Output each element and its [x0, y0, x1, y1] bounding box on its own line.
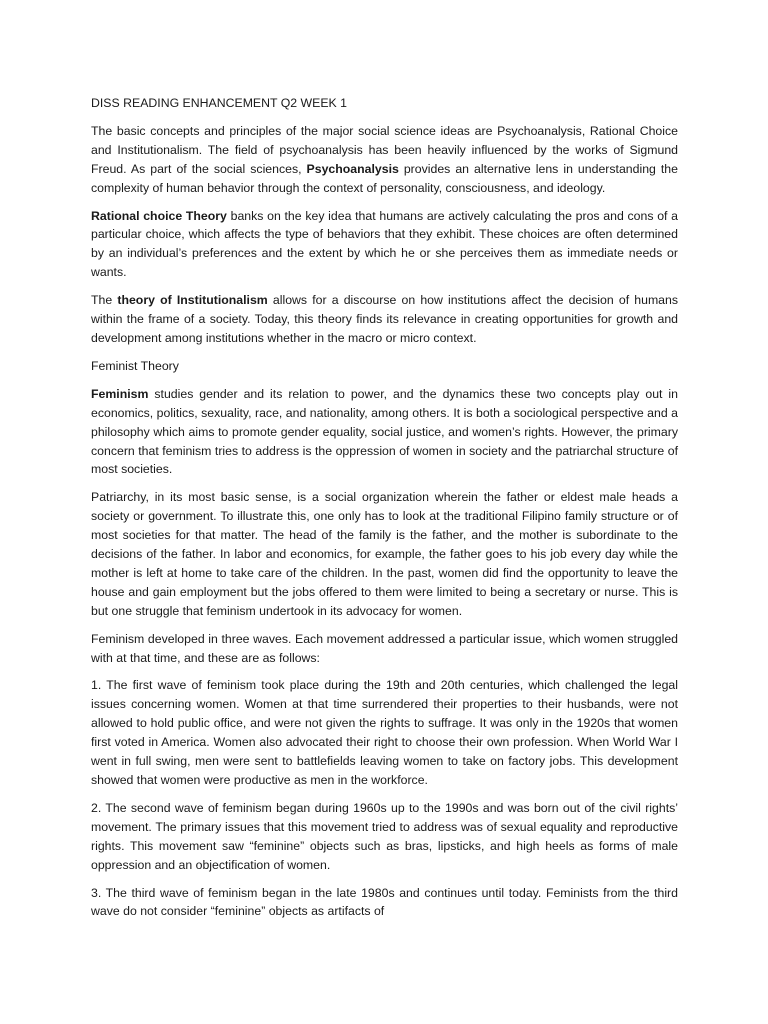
text-span: banks on the key idea that humans are actively calculating the pros and cons of a particular choice, which affects the type of behaviors that they exhibit. These choices are often determined by an individual’s preferences and the extent by which he or she perceives them as immediate needs or wants.: [91, 208, 679, 280]
document-title: DISS READING ENHANCEMENT Q2 WEEK 1: [91, 96, 348, 110]
term-psychoanalysis: Psychoanalysis: [306, 161, 399, 176]
text-span: allows for a discourse on how institutions affect the decision of humans within the frame of a society. Today, this theory finds its relevance in creating opportunities for growth and development among institutions whether in the macro or micro context.: [91, 293, 679, 345]
text-span: The basic concepts and principles of the major social science ideas are Psychoanalysis, Rational Choice and Institutionalism. The field of psychoanalysis has been heavily influenced by the works of Sigmund Freud. As part of the social sciences,: [91, 123, 678, 176]
paragraph-patriarchy: Patriarchy, in its most basic sense, is a social organization wherein the father or eldest male heads a society or government. To illustrate this, one only has to look at the traditional Filipino family structure or of most societies for that matter. The head of the family is the father, and the mother is subordinate to the decisions of the father. In labor and economics, for example, the father goes to his job every day while the mother is left at home to take care of the children. In the past, women did find the opportunity to leave the house and gain employment but the jobs offered to them were limited to being a secretary or nurse. This is but one struggle that feminism undertook in its advocacy for women.: [91, 490, 678, 618]
paragraph-intro: [91, 122, 678, 198]
text-span: The: [91, 293, 118, 308]
paragraph-first-wave: 1. The first wave of feminism took place during the 19th and 20th centuries, which challenged the legal issues concerning women. Women at that time surrendered their properties to their husbands, were not allowed to hold public office, and were not given the rights to suffrage. It was only in the 1920s that women first voted in America. Women also advocated their right to choose their own profession. When World War I went in full swing, men were sent to battlefields leaving women to take on factory jobs. This development showed that women were productive as men in the workforce.: [91, 678, 678, 787]
paragraph-institutionalism: [91, 291, 678, 348]
paragraph-three-waves: Feminism developed in three waves. Each movement addressed a particular issue, which women struggled with at that time, and these are as follows:: [91, 631, 678, 665]
term-institutionalism: theory of Institutionalism: [117, 293, 268, 308]
paragraph-feminism: [91, 385, 678, 480]
term-feminism: Feminism: [91, 386, 149, 401]
paragraph-rational-choice: [91, 207, 678, 283]
term-rational-choice: Rational choice Theory: [91, 208, 227, 223]
section-heading-feminist-theory: Feminist Theory: [91, 358, 179, 373]
paragraph-third-wave: 3. The third wave of feminism began in the late 1980s and continues until today. Feminists from the third wave do not consider “feminine” objects as artifacts of: [91, 885, 678, 919]
paragraph-second-wave: 2. The second wave of feminism began during 1960s up to the 1990s and was born out of the civil rights’ movement. The primary issues that this movement tried to address was of sexual equality and reproductive rights. This movement saw “feminine” objects such as bras, lipsticks, and high heels as forms of male oppression and an objectification of women.: [91, 800, 678, 872]
text-span: studies gender and its relation to power, and the dynamics these two concepts play out in economics, politics, sexuality, race, and nationality, among others. It is both a sociological perspective and a philosophy which aims to promote gender equality, social justice, and women’s rights. However, the primary concern that feminism tries to address is the oppression of women in society and the patriarchal structure of most societies.: [91, 386, 678, 477]
text-span: provides an alternative lens in understanding the complexity of human behavior through the context of personality, consciousness, and ideology.: [91, 161, 678, 195]
